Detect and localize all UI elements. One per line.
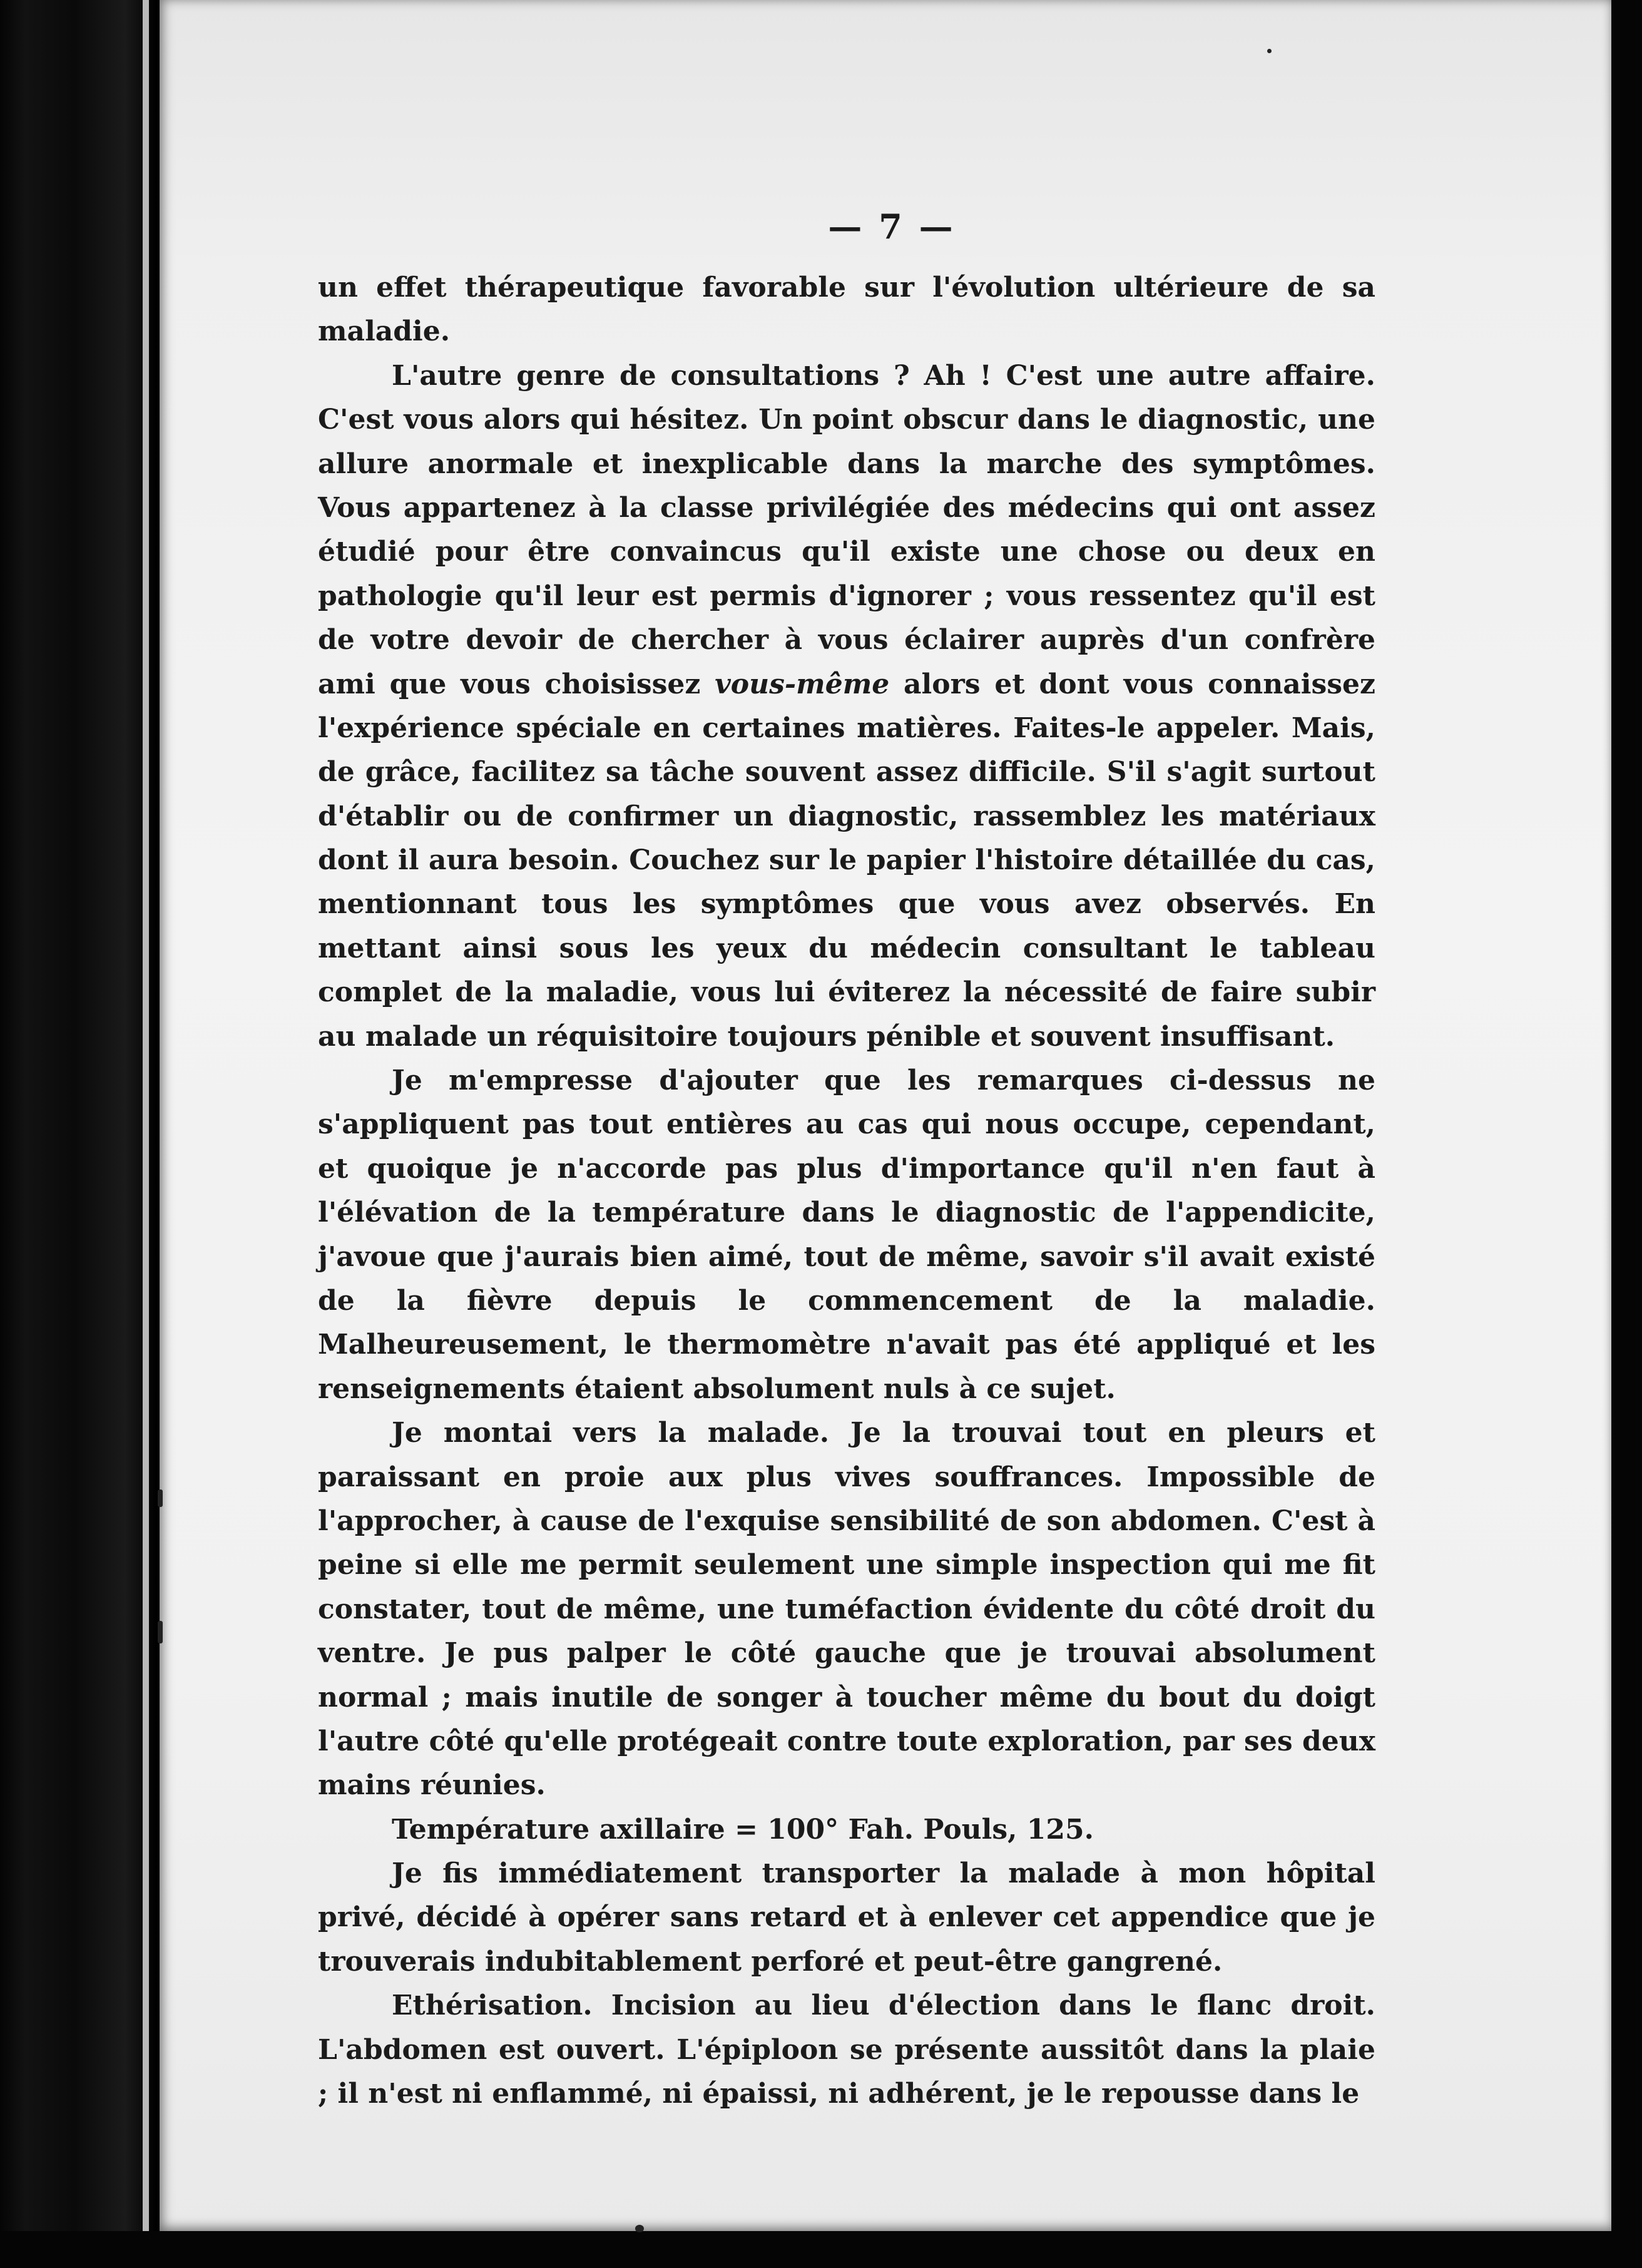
scan-border-bottom bbox=[0, 2231, 1642, 2268]
paragraph: Je m'empresse d'ajouter que les remarques ci-dessus ne s'appliquent pas tout entières au cas qui nous occupe, cependant, et quoique je n'accorde pas plus d'importance qu'il n'en faut à l'élévation de la température dans le diagnostic de l'appendicite, j'avoue que j'aurais bien aimé, tout de même, savoir s'il avait existé de la fièvre depuis le commencement de la maladie. Malheureusement, le thermomètre n'avait pas été appliqué et les renseignements étaient absolument nuls à ce sujet. bbox=[318, 1065, 1375, 1405]
scan-speck bbox=[1267, 49, 1272, 53]
paragraph: Je montai vers la malade. Je la trouvai tout en pleurs et paraissant en proie aux plus vives souffrances. Impossible de l'approcher, à cause de l'exquise sensibilité de son abdomen. C'est à peine si elle me permit seulement une simple inspection qui me fit constater, tout de même, une tuméfaction évidente du côté droit du ventre. Je pus palper le côté gauche que je trouvai absolument normal ; mais inutile de songer à toucher même du bout du doigt l'autre côté qu'elle protégeait contre toute exploration, par ses deux mains réunies. bbox=[318, 1417, 1375, 1802]
paragraph: Ethérisation. Incision au lieu d'élection dans le flanc droit. L'abdomen est ouvert. L'épiploon se présente aussitôt dans la plaie ; il n'est ni enflammé, ni épaissi, ni adhérent, je le repousse dans le bbox=[318, 1990, 1375, 2110]
emphasis-text: vous-même bbox=[715, 668, 890, 700]
scan-border-left bbox=[0, 0, 156, 2268]
scan-speck bbox=[158, 1621, 163, 1643]
paragraph-text: alors et dont vous connaissez l'expérience spéciale en certaines matières. Faites-le appeler. Mais, de grâce, facilitez sa tâche souvent assez difficile. S'il s'agit surtout d'établir ou de confirmer un diagnostic, rassemblez les matériaux dont il aura besoin. Couchez sur le papier l'histoire détaillée du cas, mentionnant tous les symptômes que vous avez observés. En mettant ainsi sous les yeux du médecin consultant le tableau complet de la maladie, vous lui éviterez la nécessité de faire subir au malade un réquisitoire toujours pénible et souvent insuffisant. bbox=[318, 668, 1375, 1053]
paragraph: un effet thérapeutique favorable sur l'évolution ultérieure de sa maladie. bbox=[318, 272, 1375, 348]
scan-border-right bbox=[1611, 0, 1642, 2268]
body-text bbox=[318, 266, 1375, 2116]
page-number: — 7 — bbox=[828, 207, 956, 247]
scan-speck bbox=[158, 1489, 163, 1507]
paragraph bbox=[318, 354, 1375, 1059]
paragraph: Je fis immédiatement transporter la malade à mon hôpital privé, décidé à opérer sans retard et à enlever cet appendice que je trouverais indubitablement perforé et peut-être gangrené. bbox=[318, 1857, 1375, 1978]
binding-edge bbox=[143, 0, 149, 2268]
paragraph-text: L'autre genre de consultations ? Ah ! C'est une autre affaire. C'est vous alors qui hésitez. Un point obscur dans le diagnostic, une allure anormale et inexplicable dans la marche des symptômes. Vous appartenez à la classe privilégiée des médecins qui ont assez étudié pour être convaincus qu'il existe une chose ou deux en pathologie qu'il leur est permis d'ignorer ; vous ressentez qu'il est de votre devoir de chercher à vous éclairer auprès d'un confrère ami que vous choisissez bbox=[318, 359, 1375, 700]
scan-speck bbox=[635, 2225, 644, 2232]
paragraph: Température axillaire = 100° Fah. Pouls, 125. bbox=[392, 1813, 1094, 1846]
